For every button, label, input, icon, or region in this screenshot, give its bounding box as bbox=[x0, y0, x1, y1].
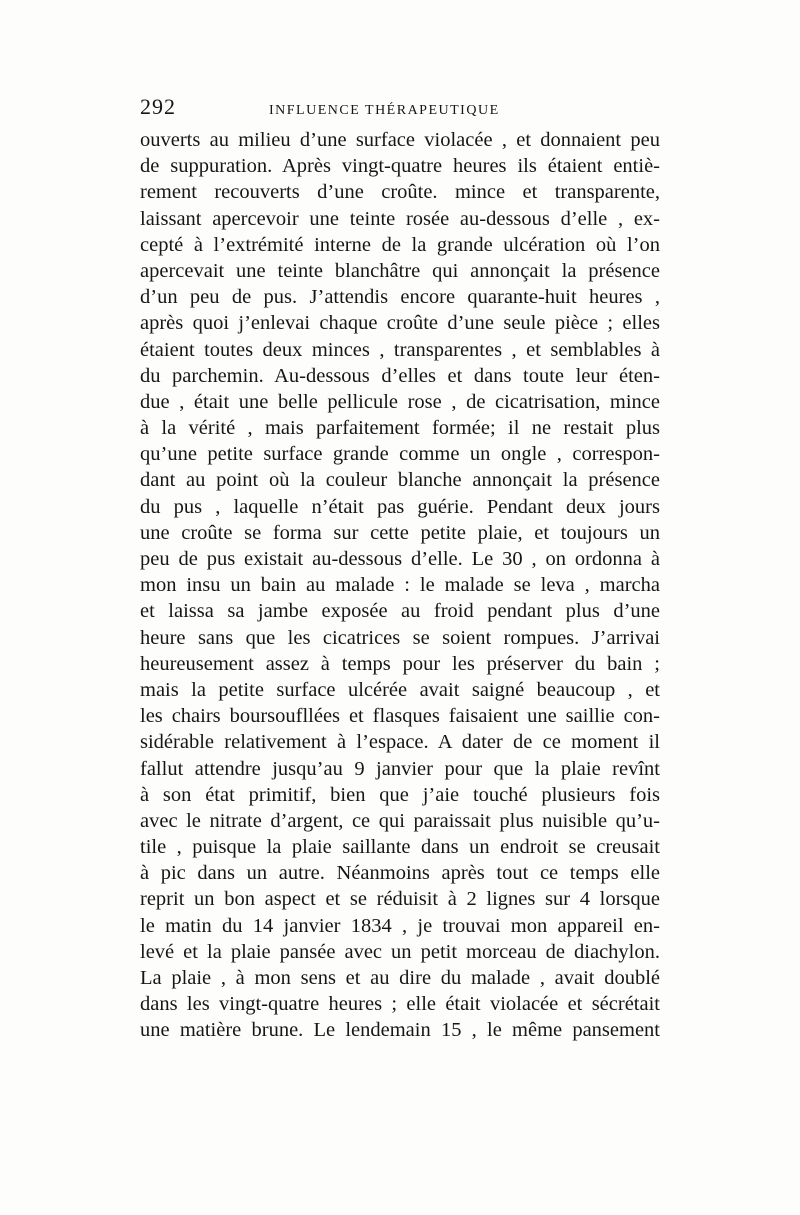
running-title: INFLUENCE THÉRAPEUTIQUE bbox=[269, 103, 500, 118]
text-line: les chairs boursoufllées et flasques faisaient une saillie con- bbox=[140, 705, 660, 728]
text-line: ouverts au milieu d’une surface violacée , et donnaient peu bbox=[140, 129, 660, 151]
text-line: La plaie , à mon sens et au dire du malade , avait doublé bbox=[140, 967, 660, 989]
text-line: à la vérité , mais parfaitement formée; il ne restait plus bbox=[140, 417, 660, 440]
text-line: de suppuration. Après vingt-quatre heures ils étaient entiè- bbox=[140, 155, 660, 178]
text-line: peu de pus existait au-dessous d’elle. Le 30 , on ordonna à bbox=[140, 548, 660, 570]
text-line: mais la petite surface ulcérée avait saigné beaucoup , et bbox=[140, 678, 660, 701]
text-line: heure sans que les cicatrices se soient rompues. J’arrivai bbox=[140, 626, 660, 649]
text-line: fallut attendre jusqu’au 9 janvier pour que la plaie revînt bbox=[140, 757, 660, 780]
text-line: d’un peu de pus. J’attendis encore quarante-huit heures , bbox=[140, 286, 660, 309]
text-line: levé et la plaie pansée avec un petit morceau de diachylon. bbox=[140, 940, 660, 963]
text-line: apercevait une teinte blanchâtre qui annonçait la présence bbox=[140, 259, 660, 282]
text-line: du pus , laquelle n’était pas guérie. Pendant deux jours bbox=[140, 495, 660, 518]
text-line: avec le nitrate d’argent, ce qui paraissait plus nuisible qu’u- bbox=[140, 809, 660, 832]
text-line: reprit un bon aspect et se réduisit à 2 lignes sur 4 lorsque bbox=[140, 888, 660, 911]
text-line: une matière brune. Le lendemain 15 , le même pansement bbox=[140, 1019, 660, 1042]
text-line: étaient toutes deux minces , transparentes , et semblables à bbox=[140, 338, 660, 361]
text-line: cepté à l’extrémité interne de la grande ulcération où l’on bbox=[140, 233, 660, 256]
text-line: laissant apercevoir une teinte rosée au-dessous d’elle , ex- bbox=[140, 207, 660, 230]
text-line: due , était une belle pellicule rose , de cicatrisation, mince bbox=[140, 390, 660, 413]
page-number: 292 bbox=[140, 94, 176, 119]
text-line: le matin du 14 janvier 1834 , je trouvai mon appareil en- bbox=[140, 914, 660, 937]
text-line: après quoi j’enlevai chaque croûte d’une seule pièce ; elles bbox=[140, 312, 660, 335]
text-line: mon insu un bain au malade : le malade se leva , marcha bbox=[140, 574, 660, 597]
text-line: sidérable relativement à l’espace. A dater de ce moment il bbox=[140, 731, 660, 754]
text-line: à son état primitif, bien que j’aie touché plusieurs fois bbox=[140, 783, 660, 806]
text-line: du parchemin. Au-dessous d’elles et dans toute leur éten- bbox=[140, 364, 660, 387]
text-line: dans les vingt-quatre heures ; elle était violacée et sécrétait bbox=[140, 993, 660, 1016]
text-line: dant au point où la couleur blanche annonçait la présence bbox=[140, 469, 660, 492]
text-line: heureusement assez à temps pour les préserver du bain ; bbox=[140, 652, 660, 675]
text-line: une croûte se forma sur cette petite plaie, et toujours un bbox=[140, 521, 660, 544]
text-line: tile , puisque la plaie saillante dans un endroit se creusait bbox=[140, 836, 660, 859]
text-line: qu’une petite surface grande comme un ongle , correspon- bbox=[140, 443, 660, 466]
body-text bbox=[140, 127, 660, 1044]
text-line: rement recouverts d’une croûte. mince et transparente, bbox=[140, 181, 660, 204]
text-line: à pic dans un autre. Néanmoins après tout ce temps elle bbox=[140, 862, 660, 885]
running-head bbox=[140, 94, 660, 122]
text-line: et laissa sa jambe exposée au froid pendant plus d’une bbox=[140, 600, 660, 623]
